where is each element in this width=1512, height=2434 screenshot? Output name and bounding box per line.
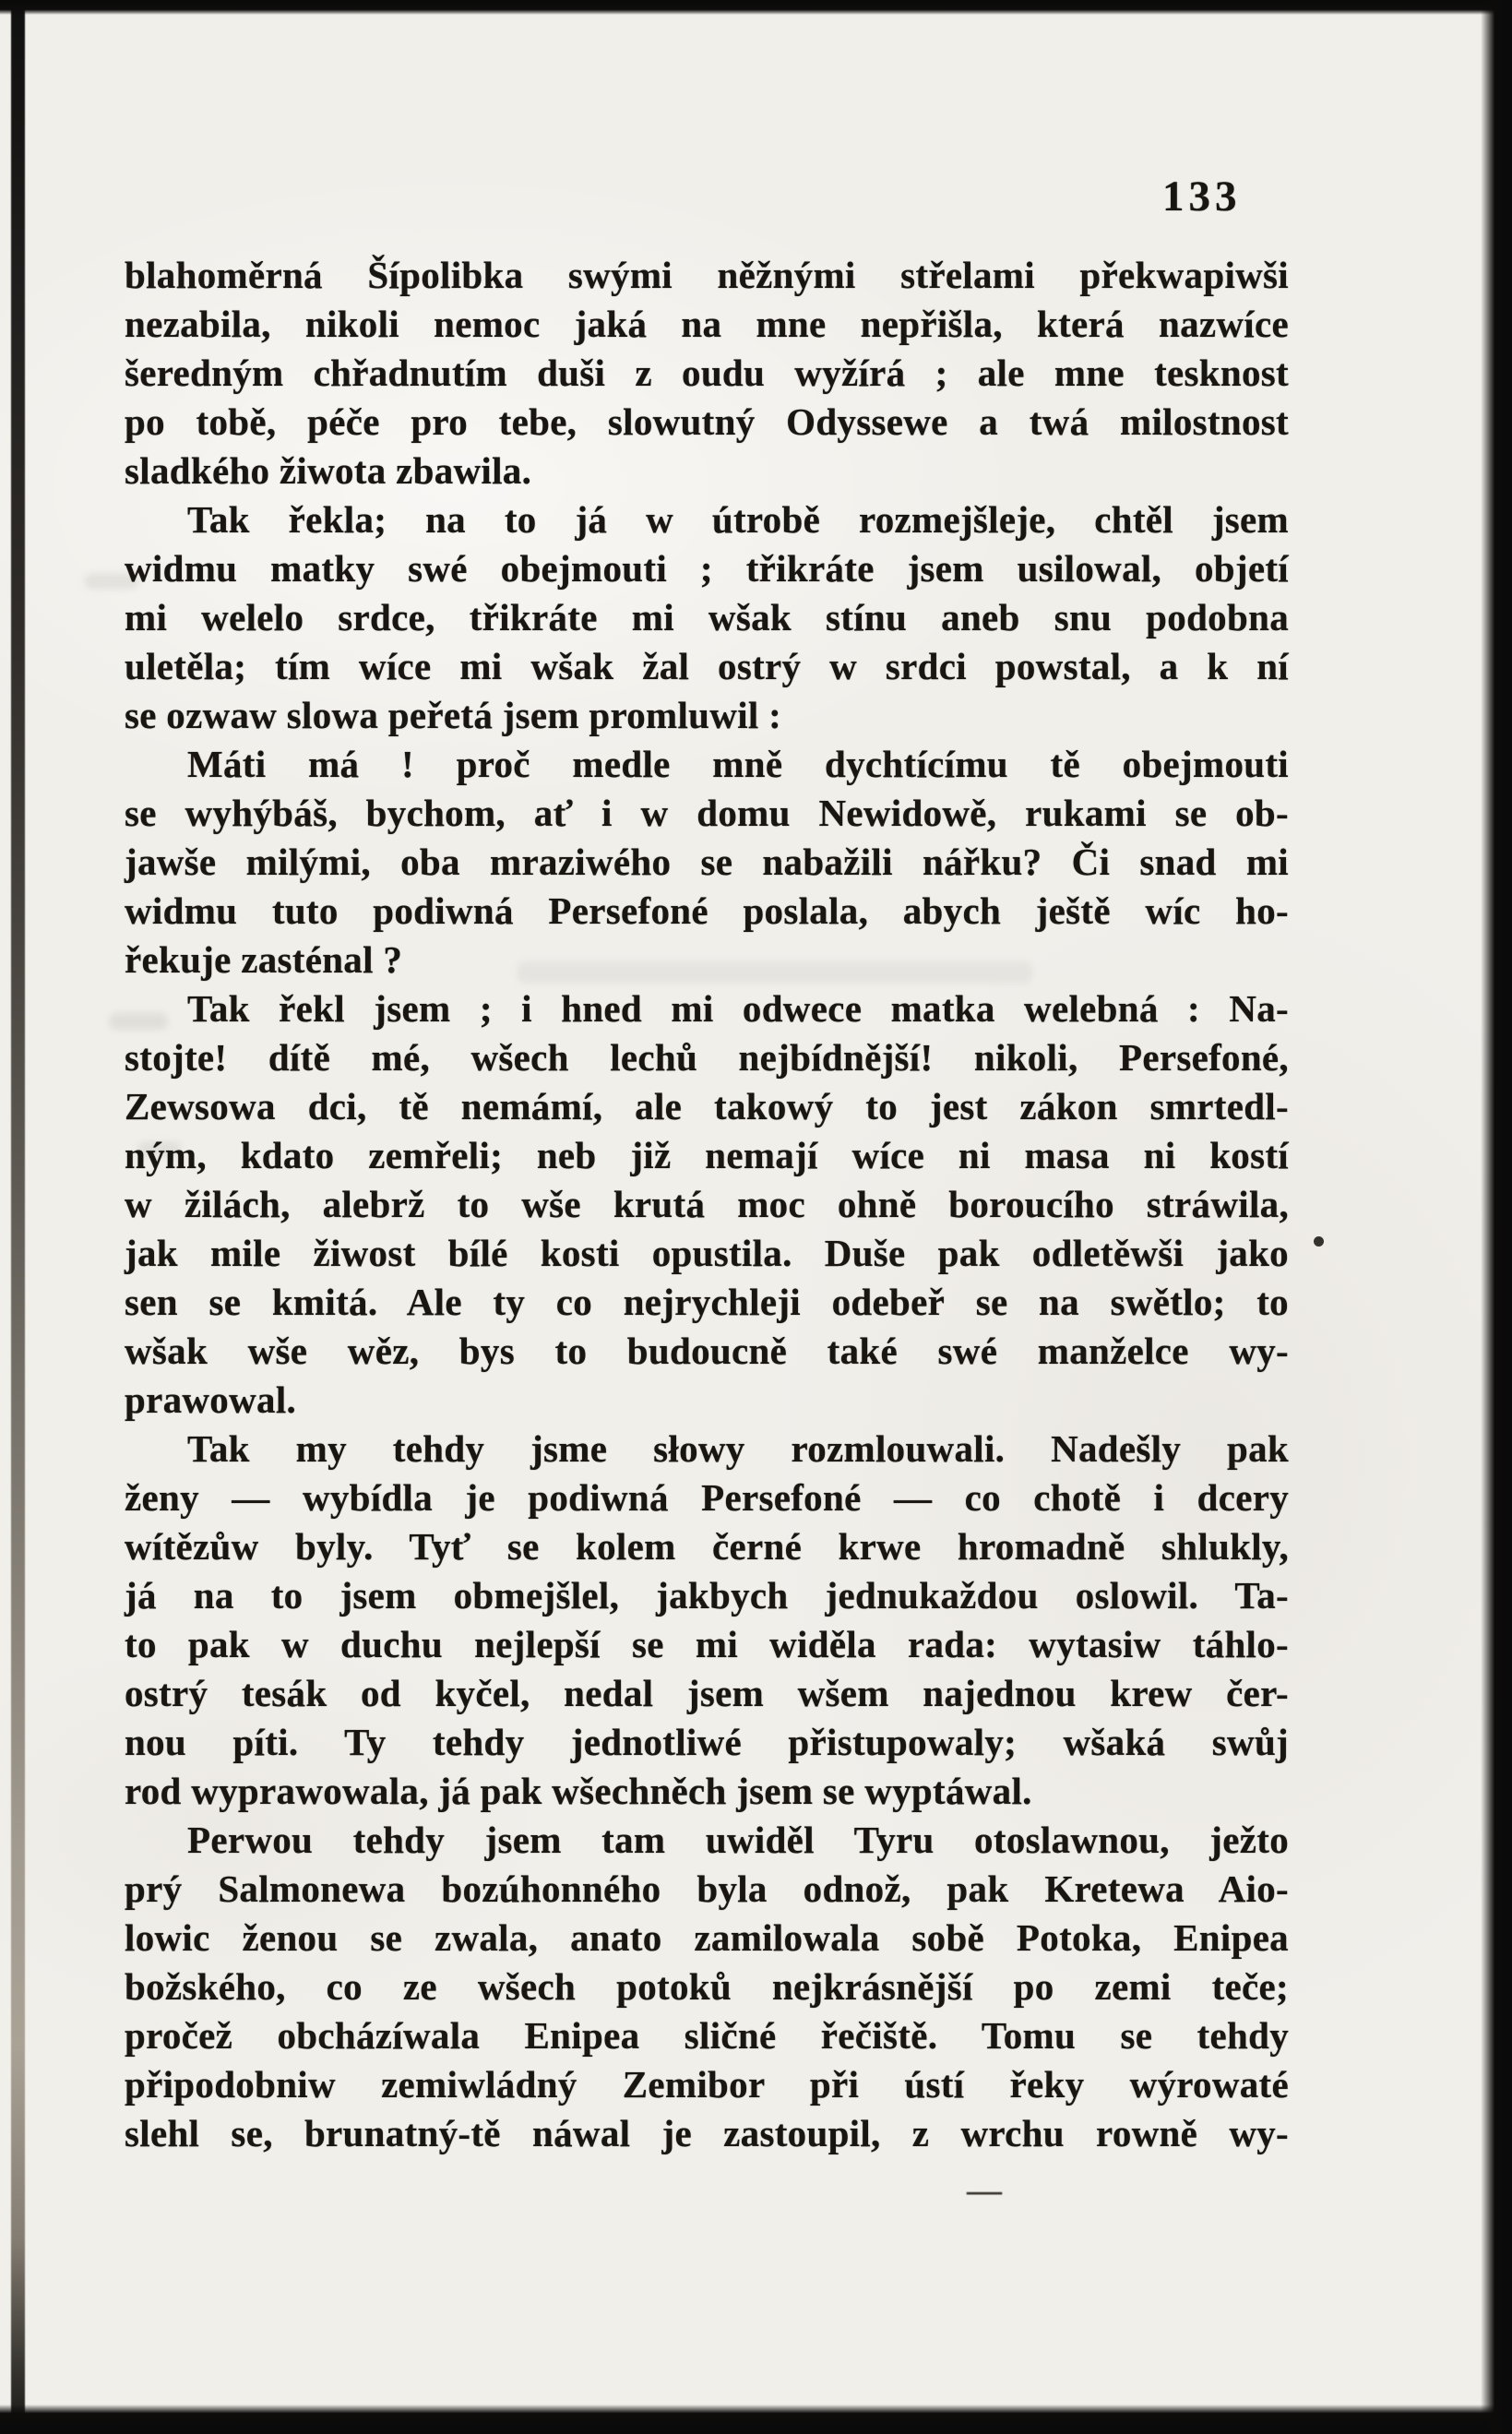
scan-binding-line xyxy=(11,0,25,2434)
text-line: prawowal. xyxy=(125,1378,297,1421)
body-text xyxy=(125,251,1289,2158)
text-line: widmu tuto podiwná Persefoné poslala, abych ještě wíc ho- xyxy=(125,889,1289,932)
text-line: lowic ženou se zwala, anato zamilowala sobě Potoka, Enipea xyxy=(125,1916,1289,1959)
text-line: widmu matky swé obejmouti ; třikráte jsem usilowal, objetí xyxy=(125,547,1289,590)
scan-edge-top xyxy=(0,0,1512,15)
scan-edge-bottom xyxy=(0,2404,1512,2434)
text-line: Perwou tehdy jsem tam uwiděl Tyru otoslawnou, ježto xyxy=(187,1819,1289,1861)
section-end-dash: — xyxy=(967,2171,1002,2210)
text-line: po tobě, péče pro tebe, slowutný Odyssewe a twá milostnost xyxy=(125,400,1289,443)
text-line: připodobniw zemiwládný Zemibor při ústí řeky wýrowaté xyxy=(125,2063,1289,2106)
text-line: řekuje zasténal ? xyxy=(125,938,403,981)
text-line: Tak řekl jsem ; i hned mi odwece matka welebná : Na- xyxy=(187,987,1289,1030)
text-line: nezabila, nikoli nemoc jaká na mne nepřišla, která nazwíce xyxy=(125,303,1289,345)
text-line: w žilách, alebrž to wše krutá moc ohně boroucího stráwila, xyxy=(125,1183,1289,1225)
text-line: wítězůw byly. Tyť se kolem černé krwe hromadně shlukly, xyxy=(125,1525,1289,1568)
text-line: ným, kdato zemřeli; neb již nemají wíce ni masa ni kostí xyxy=(125,1134,1289,1176)
text-line: prý Salmonewa bozúhonného byla odnož, pak Kretewa Aio- xyxy=(125,1867,1289,1910)
page-number: 133 xyxy=(1162,173,1242,221)
text-line: blahoměrná Šípolibka swými něžnými střelami překwapiwši xyxy=(125,254,1289,296)
text-line: slehl se, brunatný-tě náwal je zastoupil, z wrchu rowně wy- xyxy=(125,2112,1289,2154)
text-line: se wyhýbáš, bychom, ať i w domu Newidowě, rukami se ob- xyxy=(125,792,1289,834)
text-line: sen se kmitá. Ale ty co nejrychleji odebeř se na swětlo; to xyxy=(125,1281,1289,1323)
text-line: jawše milými, oba mraziwého se nabažili nářku? Či snad mi xyxy=(125,841,1289,883)
text-line: ženy — wybídla je podiwná Persefoné — co chotě i dcery xyxy=(125,1476,1289,1519)
text-line: šeredným chřadnutím duši z oudu wyžírá ; ale mne tesknost xyxy=(125,352,1289,394)
text-line: wšak wše wěz, bys to budoucně také swé manželce wy- xyxy=(125,1330,1289,1372)
text-line: jak mile žiwost bílé kosti opustila. Duše pak odletěwši jako xyxy=(125,1232,1289,1274)
text-line: božského, co ze wšech potoků nejkrásnější po zemi teče; xyxy=(125,1965,1289,2008)
text-line: se ozwaw slowa peřetá jsem promluwil : xyxy=(125,694,782,736)
text-line: uletěla; tím wíce mi wšak žal ostrý w srdci powstal, a k ní xyxy=(125,645,1289,687)
text-line: Tak řekla; na to já w útrobě rozmejšleje, chtěl jsem xyxy=(187,498,1289,541)
scan-edge-right xyxy=(1481,0,1512,2434)
text-line: stojte! dítě mé, wšech lechů nejbídnější! nikoli, Persefoné, xyxy=(125,1036,1289,1079)
text-line: Tak my tehdy jsme słowy rozmlouwali. Nadešly pak xyxy=(187,1427,1289,1470)
text-line: Zewsowa dci, tě nemámí, ale takowý to jest zákon smrtedl- xyxy=(125,1085,1289,1128)
ink-speck xyxy=(1314,1236,1324,1247)
text-line: já na to jsem obmejšlel, jakbych jednukaždou oslowil. Ta- xyxy=(125,1574,1289,1617)
text-line: nou píti. Ty tehdy jednotliwé přistupowaly; wšaká swůj xyxy=(125,1721,1289,1763)
text-line: Máti má ! proč medle mně dychtícímu tě obejmouti xyxy=(187,743,1289,785)
text-line: rod wyprawowala, já pak wšechněch jsem se wyptáwal. xyxy=(125,1770,1032,1812)
text-line: to pak w duchu nejlepší se mi widěla rada: wytasiw táhlo- xyxy=(125,1623,1289,1665)
text-line: ostrý tesák od kyčel, nedal jsem wšem najednou krew čer- xyxy=(125,1672,1289,1714)
text-line: pročež obcházíwala Enipea sličné řečiště. Tomu se tehdy xyxy=(125,2014,1289,2057)
text-line: mi welelo srdce, třikráte mi wšak stínu aneb snu podobna xyxy=(125,596,1289,638)
text-line: sladkého žiwota zbawila. xyxy=(125,449,532,492)
